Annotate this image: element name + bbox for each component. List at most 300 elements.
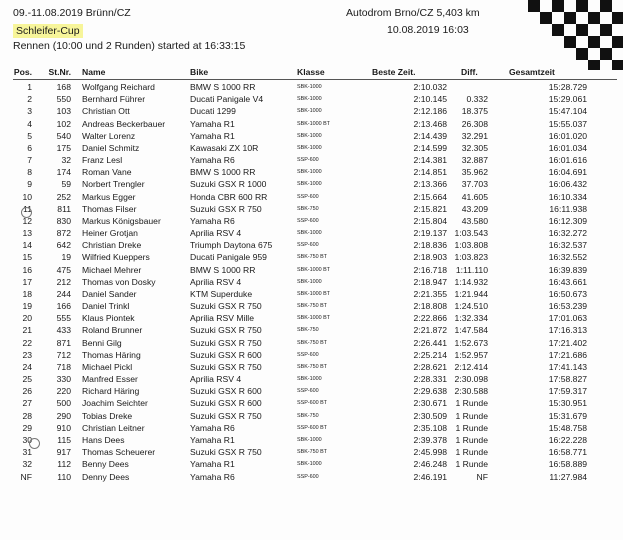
cell-rider-name: Daniel Schmitz (82, 142, 140, 153)
table-row (0, 373, 623, 385)
table-row (0, 239, 623, 251)
table-row (0, 276, 623, 288)
cell-start-number: 830 (56, 215, 71, 226)
cell-position: 26 (22, 386, 32, 397)
cell-bike: Ducati Panigale V4 (190, 94, 264, 105)
cell-start-number: 871 (56, 337, 71, 348)
cell-start-number: 555 (56, 313, 71, 324)
cell-position: 21 (22, 325, 32, 336)
cell-total-time: 16:12.309 (548, 215, 587, 226)
cell-start-number: 811 (57, 203, 71, 214)
cell-gap: 1 Runde (455, 459, 488, 470)
cell-gap: 1:24.510 (454, 301, 488, 312)
cell-total-time: 16:32.537 (548, 240, 587, 251)
table-row (0, 251, 623, 263)
cell-position: 32 (22, 459, 32, 470)
cell-position: 8 (27, 167, 32, 178)
cell-total-time: 17:16.313 (548, 325, 587, 336)
table-row (0, 324, 623, 336)
cell-bike: Yamaha R6 (190, 471, 235, 482)
cell-total-time: 16:22.228 (548, 434, 587, 445)
cell-start-number: 244 (56, 288, 71, 299)
cell-position: 17 (22, 276, 32, 287)
cell-class: SSP-600 BT (297, 400, 327, 407)
cell-best-time: 2:13.468 (413, 118, 447, 129)
cell-bike: Triumph Daytona 675 (190, 240, 273, 251)
cell-rider-name: Michael Pickl (82, 361, 133, 372)
cell-best-time: 2:13.366 (413, 179, 447, 190)
cell-bike: Suzuki GSX R 750 (190, 337, 262, 348)
cell-total-time: 17:01.063 (548, 313, 587, 324)
cell-gap: 35.962 (461, 167, 488, 178)
cell-position: NF (20, 471, 32, 482)
punch-hole (21, 207, 32, 218)
cell-start-number: 175 (56, 142, 71, 153)
cell-rider-name: Wolfgang Reichard (82, 82, 155, 92)
cell-total-time: 16:01.034 (548, 142, 587, 153)
cell-rider-name: Klaus Piontek (82, 313, 135, 324)
cell-gap: 1 Runde (455, 422, 488, 433)
cell-best-time: 2:18.903 (413, 252, 447, 263)
cell-position: 12 (22, 215, 32, 226)
cell-best-time: 2:15.821 (413, 203, 447, 214)
cell-class: SBK-1000 (297, 132, 322, 139)
table-row (0, 227, 623, 239)
col-pos: Pos. (13, 67, 32, 77)
cell-class: SBK-1000 (297, 461, 322, 468)
cell-total-time: 15:48.758 (548, 422, 587, 433)
cell-rider-name: Joachim Seichter (82, 398, 148, 409)
cell-start-number: 174 (56, 167, 71, 178)
cup-title: Schleifer-Cup (13, 24, 83, 38)
cell-bike: Yamaha R1 (190, 434, 235, 445)
cell-total-time: 15:55.037 (548, 118, 587, 129)
cell-best-time: 2:26.441 (413, 337, 447, 348)
cell-class: SBK-1000 (297, 144, 322, 151)
table-row (0, 458, 623, 470)
cell-position: 2 (27, 94, 32, 105)
cell-class: SBK-1000 BT (297, 290, 330, 297)
cell-gap: 1:03.543 (454, 228, 488, 239)
cell-class: SSP-600 (297, 473, 319, 480)
cell-gap: 32.887 (461, 155, 488, 166)
cell-total-time: 15:31.679 (548, 410, 587, 421)
cell-rider-name: Roland Brunner (82, 325, 143, 336)
cell-start-number: 712 (56, 349, 71, 360)
cell-gap: 18.375 (461, 106, 488, 117)
cell-rider-name: Christian Dreke (82, 240, 142, 251)
cell-class: SBK-750 (297, 205, 319, 212)
cell-class: SSP-600 (297, 193, 319, 200)
cell-start-number: 166 (56, 301, 71, 312)
cell-gap: 0.332 (466, 94, 488, 105)
cell-best-time: 2:25.214 (413, 349, 447, 360)
cell-rider-name: Manfred Esser (82, 374, 138, 385)
cell-total-time: 16:01.616 (548, 155, 587, 166)
cell-position: 25 (22, 374, 32, 385)
cell-rider-name: Wilfried Kueppers (82, 252, 150, 263)
table-row (0, 300, 623, 312)
event-date: 09.-11.08.2019 Brünn/CZ (13, 7, 131, 19)
cell-rider-name: Thomas von Dosky (82, 276, 156, 287)
cell-total-time: 16:11.938 (549, 203, 587, 214)
cell-bike: KTM Superduke (190, 288, 253, 299)
cell-best-time: 2:30.671 (413, 398, 447, 409)
cell-class: SBK-750 (297, 327, 319, 334)
table-row (0, 203, 623, 215)
cell-rider-name: Daniel Sander (82, 288, 137, 299)
checkered-flag-icon (528, 0, 623, 70)
table-row (0, 130, 623, 142)
cell-total-time: 16:32.272 (548, 228, 587, 239)
cell-bike: Yamaha R6 (190, 422, 235, 433)
cell-best-time: 2:15.664 (413, 191, 447, 202)
cell-start-number: 168 (56, 82, 71, 92)
cell-position: 31 (22, 447, 32, 458)
cell-start-number: 59 (61, 179, 71, 190)
table-row (0, 105, 623, 117)
cell-gap: 32.291 (461, 130, 488, 141)
cell-rider-name: Michael Mehrer (82, 264, 142, 275)
col-klasse: Klasse (297, 67, 325, 77)
cell-rider-name: Andreas Beckerbauer (82, 118, 166, 129)
cell-best-time: 2:12.186 (413, 106, 447, 117)
cell-rider-name: Christian Ott (82, 106, 130, 117)
cell-bike: Suzuki GSX R 750 (190, 325, 262, 336)
cell-bike: Suzuki GSX R 750 (190, 410, 262, 421)
cell-bike: Suzuki GSX R 750 (190, 447, 262, 458)
cell-best-time: 2:21.355 (413, 288, 447, 299)
cell-best-time: 2:10.032 (413, 82, 447, 92)
cell-gap: 1:21.944 (454, 288, 488, 299)
cell-position: 16 (22, 264, 32, 275)
cell-best-time: 2:46.191 (413, 471, 447, 482)
table-row (0, 166, 623, 178)
cell-class: SSP-600 (297, 157, 319, 164)
cell-gap: 37.703 (461, 179, 488, 190)
cell-gap: 43.580 (461, 215, 488, 226)
cell-total-time: 15:29.061 (548, 94, 587, 105)
cell-start-number: 642 (56, 240, 71, 251)
cell-start-number: 718 (56, 361, 71, 372)
cell-total-time: 15:47.104 (548, 106, 587, 117)
cell-rider-name: Richard Häring (82, 386, 140, 397)
col-total-time: Gesamtzeit (509, 67, 555, 77)
cell-total-time: 16:39.839 (548, 264, 587, 275)
cell-best-time: 2:30.509 (413, 410, 447, 421)
cell-position: 18 (22, 288, 32, 299)
cell-start-number: 917 (56, 447, 71, 458)
cell-total-time: 15:30.951 (548, 398, 587, 409)
cell-rider-name: Benni Gilg (82, 337, 122, 348)
cell-best-time: 2:46.248 (413, 459, 447, 470)
cell-best-time: 2:14.599 (413, 142, 447, 153)
cell-start-number: 330 (56, 374, 71, 385)
cell-start-number: 220 (56, 386, 71, 397)
table-row (0, 93, 623, 105)
cell-class: SBK-750 BT (297, 449, 327, 456)
table-row (0, 385, 623, 397)
cell-gap: 1:32.334 (454, 313, 488, 324)
cell-start-number: 32 (61, 155, 71, 166)
cell-gap: 1 Runde (455, 447, 488, 458)
cell-position: 4 (27, 118, 32, 129)
cell-position: 5 (27, 130, 32, 141)
cell-class: SBK-1000 (297, 436, 322, 443)
cell-best-time: 2:28.331 (413, 374, 447, 385)
cell-position: 1 (27, 82, 32, 92)
cell-position: 27 (22, 398, 32, 409)
cell-bike: Yamaha R6 (190, 215, 235, 226)
cell-rider-name: Thomas Filser (82, 203, 137, 214)
table-row (0, 434, 623, 446)
cell-gap: 1:52.673 (454, 337, 488, 348)
cell-gap: 2:12.414 (454, 361, 488, 372)
cell-class: SBK-1000 BT (297, 315, 330, 322)
cell-total-time: 16:06.432 (548, 179, 587, 190)
cell-bike: BMW S 1000 RR (190, 167, 256, 178)
cell-position: 7 (27, 155, 32, 166)
table-row (0, 264, 623, 276)
cell-bike: Suzuki GSX R 750 (190, 301, 262, 312)
cell-class: SSP-600 (297, 351, 319, 358)
cell-gap: 1:11.110 (455, 264, 488, 275)
cell-bike: Yamaha R6 (190, 155, 235, 166)
cell-bike: Suzuki GSX R 600 (190, 349, 262, 360)
cell-start-number: 872 (56, 228, 71, 239)
cell-rider-name: Markus Königsbauer (82, 215, 161, 226)
cell-total-time: 16:50.673 (548, 288, 587, 299)
cell-rider-name: Heiner Grotjan (82, 228, 138, 239)
cell-total-time: 16:01.020 (548, 130, 587, 141)
cell-bike: Suzuki GSX R 750 (190, 361, 262, 372)
cell-class: SBK-750 BT (297, 339, 327, 346)
cell-gap: 1:03.823 (454, 252, 488, 263)
cell-class: SBK-750 (297, 412, 319, 419)
cell-position: 19 (22, 301, 32, 312)
printed-timestamp: 10.08.2019 16:03 (387, 24, 469, 36)
cell-bike: Suzuki GSX R 600 (190, 386, 262, 397)
cell-class: SBK-1000 (297, 108, 322, 115)
cell-rider-name: Thomas Häring (82, 349, 141, 360)
cell-class: SSP-600 (297, 242, 319, 249)
cell-position: 23 (22, 349, 32, 360)
cell-gap: 1:52.957 (454, 349, 488, 360)
table-row (0, 142, 623, 154)
table-row (0, 178, 623, 190)
cell-bike: Aprilia RSV 4 (190, 228, 242, 239)
header-divider (13, 79, 617, 80)
cell-total-time: 15:28.729 (548, 82, 587, 92)
col-diff: Diff. (461, 67, 478, 77)
cell-class: SBK-1000 (297, 278, 322, 285)
cell-total-time: 16:32.552 (548, 252, 587, 263)
cell-position: 30 (22, 434, 32, 445)
cell-start-number: 19 (61, 252, 71, 263)
cell-rider-name: Bernhard Führer (82, 94, 146, 105)
cell-gap: 26.308 (461, 118, 488, 129)
cell-start-number: 290 (56, 410, 71, 421)
cell-best-time: 2:35.108 (413, 422, 447, 433)
table-row (0, 191, 623, 203)
table-row (0, 422, 623, 434)
cell-best-time: 2:14.851 (413, 167, 447, 178)
cell-rider-name: Franz Lesl (82, 155, 123, 166)
cell-start-number: 540 (56, 130, 71, 141)
table-row (0, 471, 623, 483)
cell-bike: Yamaha R1 (190, 459, 235, 470)
cell-best-time: 2:29.638 (413, 386, 447, 397)
cell-bike: Honda CBR 600 RR (190, 191, 268, 202)
cell-position: 14 (22, 240, 32, 251)
cell-best-time: 2:28.621 (413, 361, 447, 372)
cell-bike: Yamaha R1 (190, 130, 235, 141)
cell-class: SSP-600 BT (297, 424, 327, 431)
cell-rider-name: Christian Leitner (82, 422, 145, 433)
cell-position: 24 (22, 361, 32, 372)
cell-gap: 1 Runde (455, 410, 488, 421)
cell-start-number: 550 (56, 94, 71, 105)
cell-total-time: 16:58.889 (548, 459, 587, 470)
cell-best-time: 2:22.866 (413, 313, 447, 324)
cell-best-time: 2:39.378 (413, 434, 447, 445)
cell-class: SBK-1000 BT (297, 266, 330, 273)
cell-total-time: 16:43.661 (548, 276, 587, 287)
cell-position: 29 (22, 422, 32, 433)
cell-rider-name: Denny Dees (82, 471, 130, 482)
cell-position: 11 (23, 203, 32, 214)
table-row (0, 118, 623, 130)
cell-total-time: 17:41.143 (548, 361, 587, 372)
cell-start-number: 115 (57, 434, 71, 445)
cell-best-time: 2:18.808 (413, 301, 447, 312)
cell-position: 3 (27, 106, 32, 117)
table-row (0, 215, 623, 227)
cell-class: SBK-1000 (297, 96, 322, 103)
cell-rider-name: Hans Dees (82, 434, 125, 445)
cell-bike: Aprilia RSV 4 (190, 276, 242, 287)
table-row (0, 361, 623, 373)
cell-gap: NF (476, 471, 488, 482)
cell-best-time: 2:18.836 (413, 240, 447, 251)
cell-bike: Suzuki GSX R 1000 (190, 179, 267, 190)
cell-position: 13 (22, 228, 32, 239)
cell-rider-name: Benny Dees (82, 459, 129, 470)
cell-gap: 1:47.584 (454, 325, 488, 336)
table-row (0, 337, 623, 349)
cell-class: SBK-1000 (297, 84, 322, 90)
cell-bike: Yamaha R1 (190, 118, 235, 129)
cell-gap: 1:03.808 (454, 240, 488, 251)
cell-gap: 1:14.932 (454, 276, 488, 287)
cell-gap: 41.605 (461, 191, 488, 202)
table-row (0, 446, 623, 458)
cell-class: SBK-1000 (297, 169, 322, 176)
cell-gap: 43.209 (461, 203, 488, 214)
cell-gap: 1 Runde (455, 398, 488, 409)
table-row (0, 349, 623, 361)
cell-start-number: 212 (56, 276, 71, 287)
cell-best-time: 2:18.947 (413, 276, 447, 287)
cell-rider-name: Markus Egger (82, 191, 136, 202)
cell-position: 20 (22, 313, 32, 324)
cell-position: 22 (22, 337, 32, 348)
cell-bike: BMW S 1000 RR (190, 264, 256, 275)
cell-bike: BMW S 1000 RR (190, 82, 256, 92)
cell-position: 10 (22, 191, 32, 202)
cell-class: SSP-600 (297, 217, 319, 224)
cell-rider-name: Tobias Dreke (82, 410, 133, 421)
cell-bike: Aprilia RSV 4 (190, 374, 242, 385)
cell-class: SBK-750 BT (297, 303, 327, 310)
cell-class: SBK-750 BT (297, 363, 327, 370)
cell-best-time: 2:21.872 (413, 325, 447, 336)
cell-class: SBK-1000 (297, 376, 322, 383)
table-row (0, 154, 623, 166)
cell-start-number: 433 (56, 325, 71, 336)
cell-best-time: 2:19.137 (413, 228, 447, 239)
cell-position: 9 (27, 179, 32, 190)
cell-position: 28 (22, 410, 32, 421)
venue: Autodrom Brno/CZ 5,403 km (346, 7, 480, 19)
cell-bike: Suzuki GSX R 600 (190, 398, 262, 409)
cell-bike: Ducati 1299 (190, 106, 236, 117)
table-row (0, 81, 623, 93)
cell-best-time: 2:16.718 (413, 264, 447, 275)
cell-position: 6 (27, 142, 32, 153)
table-row (0, 312, 623, 324)
race-title: Rennen (10:00 und 2 Runden) started at 16:33:15 (13, 40, 246, 52)
col-bike: Bike (190, 67, 209, 77)
cell-total-time: 17:59.317 (548, 386, 587, 397)
cell-rider-name: Daniel Trinkl (82, 301, 130, 312)
cell-rider-name: Norbert Trengler (82, 179, 145, 190)
cell-bike: Ducati Panigale 959 (190, 252, 267, 263)
punch-hole (29, 438, 40, 449)
cell-best-time: 2:14.381 (413, 155, 447, 166)
col-stnr: St.Nr. (48, 67, 71, 77)
cell-total-time: 11:27.984 (549, 471, 587, 482)
results-table (0, 81, 623, 483)
cell-best-time: 2:10.145 (413, 94, 447, 105)
cell-total-time: 16:53.239 (548, 301, 587, 312)
cell-start-number: 110 (57, 471, 71, 482)
cell-total-time: 16:10.334 (548, 191, 587, 202)
cell-total-time: 17:21.686 (548, 349, 587, 360)
cell-gap: 1 Runde (455, 434, 488, 445)
cell-total-time: 17:21.402 (548, 337, 587, 348)
cell-total-time: 17:58.827 (548, 374, 587, 385)
cell-start-number: 500 (56, 398, 71, 409)
col-best-time: Beste Zeit. (372, 67, 416, 77)
cell-start-number: 252 (56, 191, 71, 202)
cell-gap: 2:30.098 (454, 374, 488, 385)
cell-rider-name: Roman Vane (82, 167, 132, 178)
cell-total-time: 16:04.691 (548, 167, 587, 178)
cell-total-time: 16:58.771 (548, 447, 587, 458)
cell-start-number: 102 (56, 118, 71, 129)
table-header (0, 67, 623, 79)
cell-class: SBK-1000 (297, 181, 322, 188)
table-row (0, 410, 623, 422)
cell-start-number: 910 (56, 422, 71, 433)
cell-best-time: 2:45.998 (413, 447, 447, 458)
cell-start-number: 475 (56, 264, 71, 275)
table-row (0, 397, 623, 409)
cell-start-number: 103 (56, 106, 71, 117)
cell-best-time: 2:15.804 (413, 215, 447, 226)
cell-bike: Kawasaki ZX 10R (190, 142, 259, 153)
